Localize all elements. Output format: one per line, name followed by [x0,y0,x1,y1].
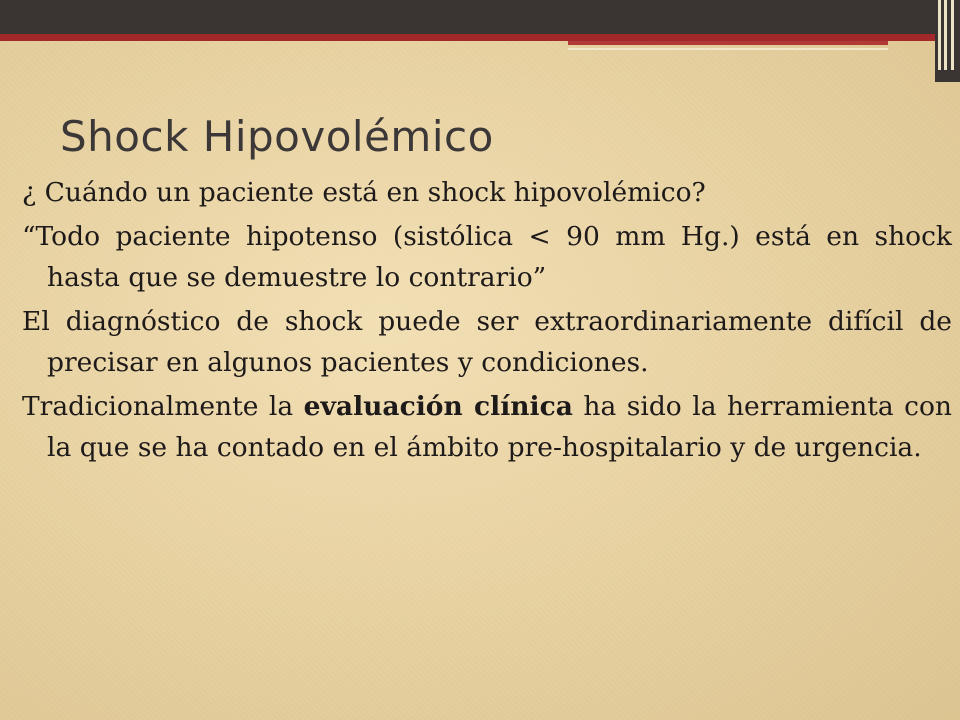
diagnosis-paragraph: El diagnóstico de shock puede ser extraordinariamente difícil de precisar en algunos pacientes y condiciones. [22,305,952,378]
light-accent-line [568,48,888,50]
binder-tabs-decoration [935,0,960,70]
slide-title: Shock Hipovolémico [60,112,494,161]
red-accent-line-secondary [568,41,888,45]
traditional-paragraph [22,386,952,469]
question-paragraph: ¿ Cuándo un paciente está en shock hipovolémico? [22,177,706,208]
traditional-text-end: ha sido la herramienta con la que se ha contado en el ámbito pre-hospitalario y de urgencia. [47,390,952,463]
binder-tabs-base [935,70,960,82]
top-bar [0,0,960,34]
slide-body [22,172,952,471]
traditional-text-start: Tradicionalmente la [22,390,304,422]
clinical-evaluation-emphasis: evaluación clínica [303,390,573,422]
red-accent-line [0,34,935,41]
quote-paragraph: “Todo paciente hipotenso (sistólica < 90 mm Hg.) está en shock hasta que se demuestre lo contrario” [22,220,952,293]
